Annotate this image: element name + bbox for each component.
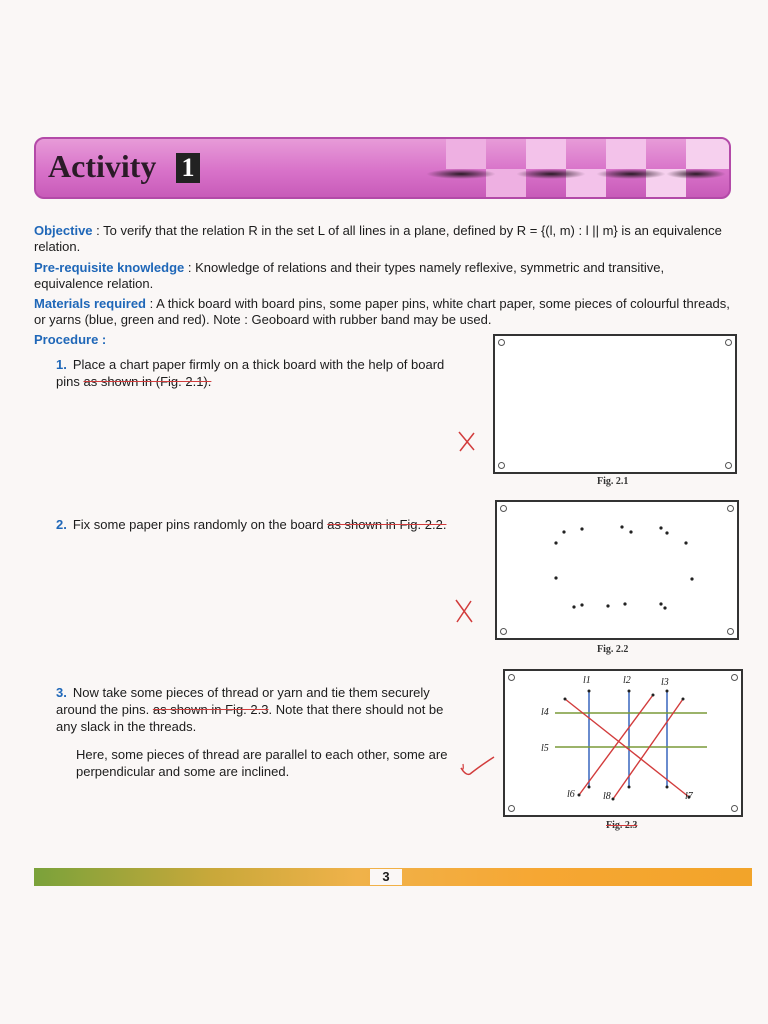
procedure-note: Here, some pieces of thread are parallel to each other, some are perpendicular and some are inclined. — [76, 747, 448, 779]
step-3-struck-text: as shown in Fig. 2.3 — [152, 702, 269, 717]
step-2 — [56, 516, 456, 533]
step-2-number: 2. — [56, 517, 67, 532]
figure-2-2-caption: Fig. 2.2 — [597, 644, 629, 655]
step-3 — [56, 684, 461, 735]
objective-paragraph — [34, 223, 734, 255]
figure-2-2-board — [495, 500, 739, 640]
materials-text: : A thick board with board pins, some paper pins, white chart paper, some pieces of colourful threads, or yarns (blue, green and red). Note : Geoboard with rubber band may be used. — [34, 296, 730, 327]
figure-2-3-caption: Fig. 2.3 — [606, 820, 638, 831]
step-1-text: Place a chart paper firmly on a thick board with the help of board pins — [56, 357, 445, 389]
step-2-text: Fix some paper pins randomly on the board — [72, 517, 324, 532]
step-1-number: 1. — [56, 357, 67, 372]
step-2-struck-text: as shown in Fig. 2.2. — [327, 517, 447, 532]
step-1 — [56, 356, 456, 390]
procedure-heading: Procedure : — [34, 332, 107, 347]
figure-2-3-board — [503, 669, 743, 817]
board-pin — [498, 339, 505, 346]
line-label-l3: l3 — [661, 677, 669, 688]
prerequisite-text: : Knowledge of relations and their types namely reflexive, symmetric and transitive, equivalence relation. — [34, 260, 665, 291]
paper-pins — [497, 502, 737, 638]
objective-label: Objective — [34, 223, 93, 238]
prerequisite-paragraph — [34, 260, 734, 292]
line-label-l6: l6 — [567, 789, 575, 800]
materials-label: Materials required — [34, 296, 146, 311]
figure-2-1-caption: Fig. 2.1 — [597, 476, 629, 487]
board-pin — [725, 339, 732, 346]
board-pin — [725, 462, 732, 469]
line-label-l5: l5 — [541, 743, 549, 754]
prerequisite-label: Pre-requisite knowledge — [34, 260, 185, 275]
page-number: 3 — [370, 869, 402, 885]
step-3-text: Now take some pieces of thread or yarn and tie them securely around the pins. — [56, 685, 430, 717]
line-label-l7: l7 — [685, 791, 693, 802]
objective-text: : To verify that the relation R in the set L of all lines in a plane, defined by R = {(l, m) : l || m} is an equivalence relation. — [34, 223, 722, 254]
materials-paragraph — [34, 296, 734, 328]
line-label-l8: l8 — [603, 791, 611, 802]
cross-mark-icon — [456, 430, 478, 454]
line-label-l1: l1 — [583, 675, 591, 686]
cross-mark-icon — [452, 598, 476, 626]
activity-title: Activity — [48, 148, 157, 184]
line-label-l4: l4 — [541, 707, 549, 718]
step-3-text-after: . Note that there should not be any slack in the threads. — [56, 702, 444, 734]
board-pin — [498, 462, 505, 469]
step-1-struck-text: as shown in (Fig. 2.1). — [83, 374, 212, 389]
check-mark-icon — [458, 754, 498, 780]
figure-2-1-board — [493, 334, 737, 474]
line-label-l2: l2 — [623, 675, 631, 686]
step-3-number: 3. — [56, 685, 67, 700]
activity-number: 1 — [176, 153, 200, 183]
